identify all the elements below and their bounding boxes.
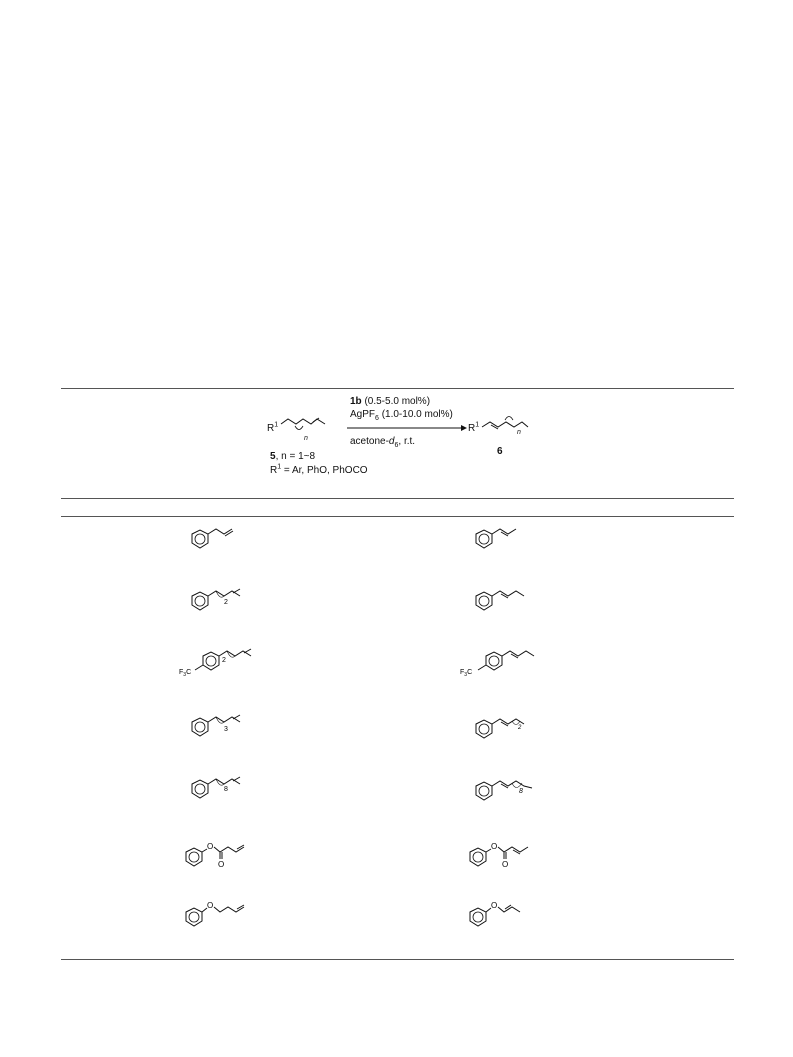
table-bottom-rule [61, 959, 734, 960]
r1-definition: $R^1 = Ar$, PhO, PhOCO [270, 463, 368, 476]
product-row2-phenylbutene [464, 584, 534, 614]
substrate-row7-allyl-phenyl-ether [174, 898, 264, 934]
row6-product-carbonyl-o: O [502, 860, 509, 869]
row6-substrate-carbonyl-o: O [218, 860, 225, 869]
product-row5-phenylundecene [464, 770, 544, 804]
row4-substrate-index: 3 [224, 726, 228, 733]
product-structure [478, 411, 548, 441]
row3-substrate-f3c: $F_3C$ [179, 669, 192, 678]
substrate-r1: $R^1$ [267, 421, 279, 434]
header-bottom-rule [61, 516, 734, 517]
product-row4-phenylpentene [464, 708, 534, 742]
product-number: 6 [497, 446, 503, 457]
substrate-row2-phenylbutene [180, 582, 250, 614]
product-row7-propenyl-phenyl-ether [458, 898, 548, 934]
reaction-arrow [347, 423, 467, 433]
substrate-row4-phenylpentene [180, 708, 250, 742]
row7-product-ether-o: O [491, 901, 498, 910]
product-r1: $R^1$ [468, 421, 480, 434]
row3-product-f3c: $F_3C$ [460, 669, 473, 678]
row2-substrate-index: 2 [224, 599, 228, 606]
additive-condition: AgPF$_6$ (1.0-10.0 mol%) [350, 409, 453, 422]
row4-product-index: 2 [518, 725, 522, 731]
row5-product-index: 8 [519, 788, 523, 795]
product-n: n [517, 429, 521, 436]
product-row6-phenyl-crotonate [458, 838, 548, 874]
reaction-scheme [0, 389, 793, 499]
row7-substrate-ether-o: O [207, 901, 214, 910]
row6-product-ester-o: O [491, 842, 498, 851]
product-row3-cf3-phenylbutene [458, 642, 548, 682]
substrate-row3-cf3-phenylbutene [175, 642, 265, 682]
catalyst-condition: 1b (0.5-5.0 mol%) [350, 396, 431, 407]
row3-substrate-index: 2 [222, 657, 226, 664]
substrate-row5-phenylundecene [180, 770, 250, 804]
substrate-n: n [304, 435, 308, 442]
product-row1-methylstyrene [464, 524, 534, 554]
solvent-condition: acetone-$d_6$, r.t. [350, 436, 416, 449]
substrate-row1-allylbenzene [180, 524, 250, 554]
substrate-description: 5, n = 1~8 [270, 451, 316, 462]
row5-substrate-index: 8 [224, 786, 228, 793]
row6-substrate-ester-o: O [207, 842, 214, 851]
substrate-row6-phenyl-butenoate [174, 838, 264, 874]
